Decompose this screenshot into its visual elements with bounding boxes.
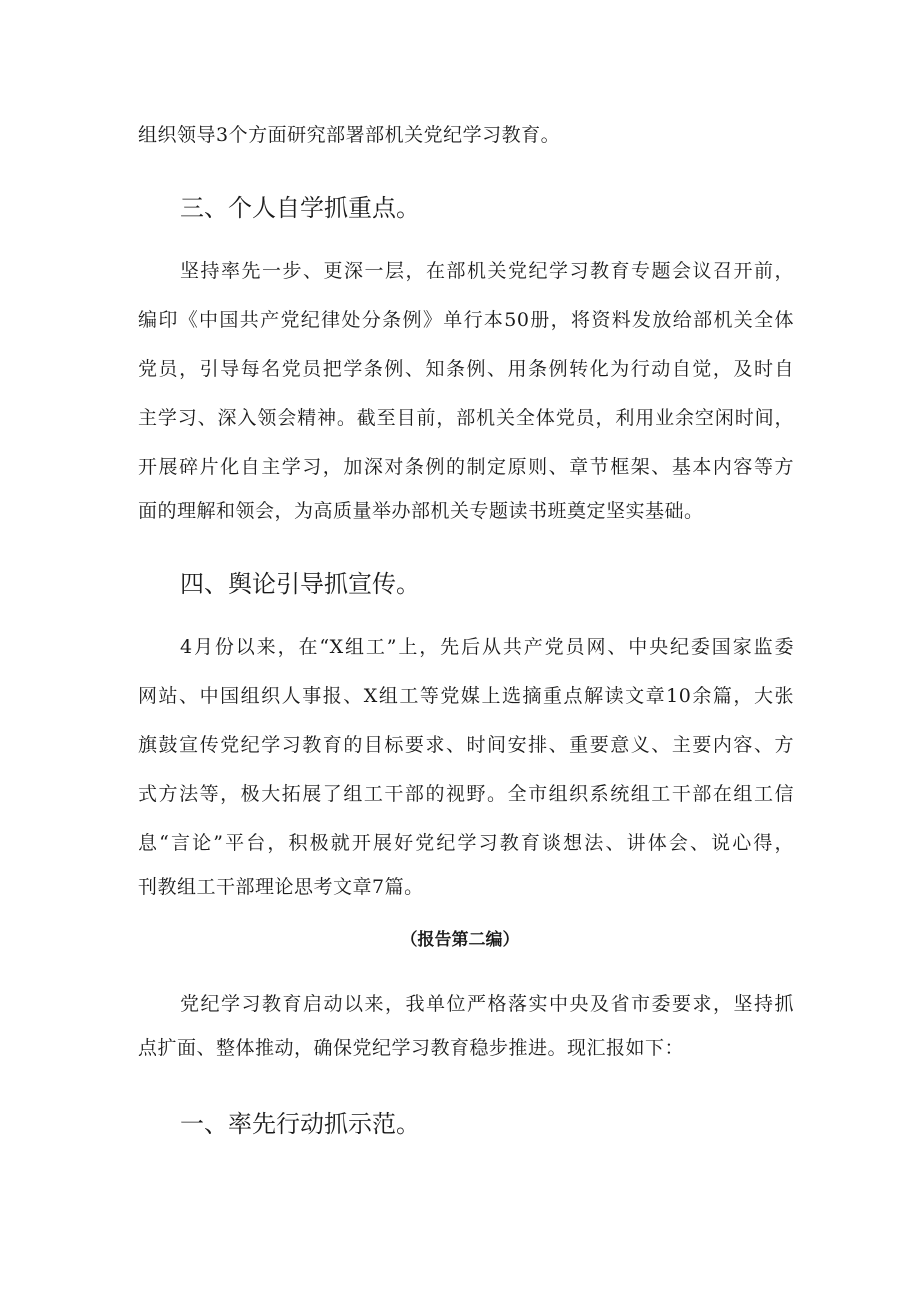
paragraph-line: 主学习、深入领会精神。截至目前，部机关全体党员，利用业余空闲时间， <box>138 407 794 429</box>
paragraph-line: 开展碎片化自主学习，加深对条例的制定原则、章节框架、基本内容等方 <box>138 456 794 478</box>
paragraph-line: 点扩面、整体推动，确保党纪学习教育稳步推进。现汇报如下： <box>138 1037 685 1059</box>
paragraph-line: 党纪学习教育启动以来，我单位严格落实中央及省市委要求，坚持抓 <box>180 993 794 1015</box>
paragraph-line: 网站、中国组织人事报、X组工等党媒上选摘重点解读文章10余篇，大张 <box>138 685 794 707</box>
paragraph-line: 4月份以来，在“X组工”上，先后从共产党员网、中央纪委国家监委 <box>180 636 794 658</box>
section-heading-4: 四、舆论引导抓宣传。 <box>180 570 420 598</box>
section-title: （报告第二编） <box>400 930 520 950</box>
paragraph-line: 坚持率先一步、更深一层，在部机关党纪学习教育专题会议召开前， <box>180 260 794 282</box>
paragraph-line: 刊教组工干部理论思考文章7篇。 <box>138 876 424 898</box>
section-heading-3: 三、个人自学抓重点。 <box>180 194 420 222</box>
section-heading-1: 一、率先行动抓示范。 <box>180 1110 420 1138</box>
paragraph-line: 面的理解和领会，为高质量举办部机关专题读书班奠定坚实基础。 <box>138 500 704 522</box>
paragraph-line: 编印《中国共产党纪律处分条例》单行本50册，将资料发放给部机关全体 <box>138 309 794 331</box>
paragraph-line: 旗鼓宣传党纪学习教育的目标要求、时间安排、重要意义、主要内容、方 <box>138 734 794 756</box>
paragraph-line: 党员，引导每名党员把学条例、知条例、用条例转化为行动自觉，及时自 <box>138 358 794 380</box>
paragraph-line: 组织领导3个方面研究部署部机关党纪学习教育。 <box>138 124 561 146</box>
paragraph-line: 式方法等，极大拓展了组工干部的视野。全市组织系统组工干部在组工信 <box>138 783 794 805</box>
paragraph-line: 息“言论”平台，积极就开展好党纪学习教育谈想法、讲体会、说心得， <box>138 832 794 854</box>
